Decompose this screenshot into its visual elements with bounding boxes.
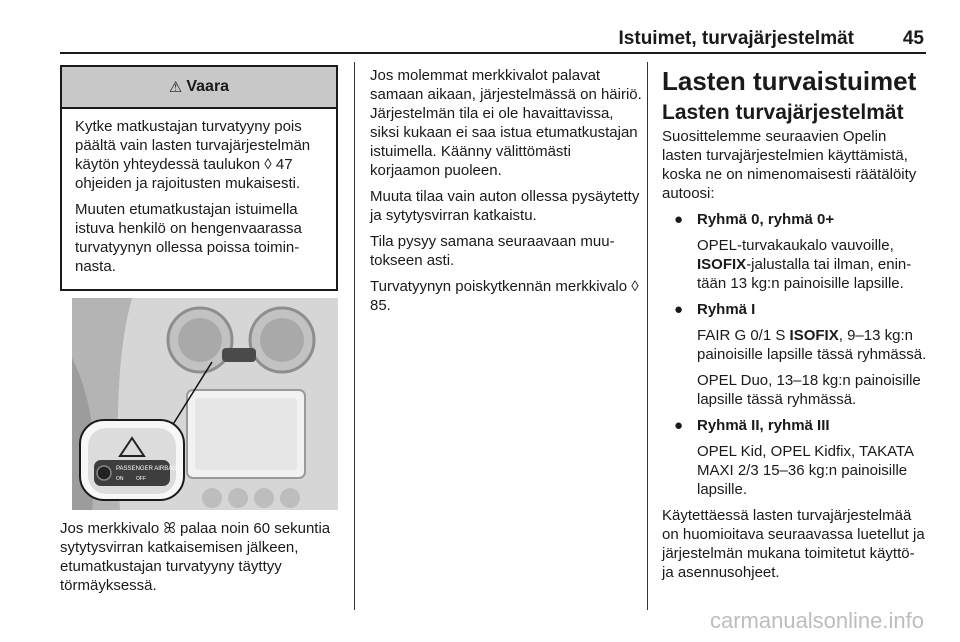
header-rule — [60, 52, 926, 54]
group-name: Ryhmä I — [697, 301, 756, 318]
list-item — [662, 416, 930, 499]
group-text — [662, 326, 930, 364]
warning-icon: ⚠ — [168, 79, 183, 96]
paragraph: Jos molemmat merkkivalot palavat samaan aikaan, järjestelmässä on häiriö. Järjestelmän tila ei ole havaittavissa, siksi kukaan ei saa istua etumatkustajan istuimella. Käänny välittömästi korjaamon puoleen. — [370, 67, 642, 179]
watermark: carmanualsonline.info — [709, 608, 924, 633]
paragraph: Turvatyynyn poiskytkennän merkkivalo ◊ 85. — [370, 278, 639, 314]
dashboard-figure — [72, 298, 338, 510]
warning-paragraph: Muuten etumatkustajan istuimella istuva henkilö on hengenvaarassa turvatyynyn ollessa poissa toiminnasta. — [75, 201, 302, 275]
isofix-term: ISOFIX — [789, 327, 839, 344]
subsection-heading: Lasten turvajärjestelmät — [662, 101, 904, 124]
page-number: 45 — [902, 28, 924, 49]
paragraph: Muuta tilaa vain auton ollessa pysäytetty ja sytytysvirran katkaistu. — [370, 188, 640, 224]
bullet-icon: ● — [674, 417, 684, 434]
intro-paragraph: Suosittelemme seuraavien Opelin lasten turvajärjestelmien käyttämistä, koska ne on nimenomaisesti räätälöity autoosi: — [662, 128, 917, 202]
warning-label: Vaara — [186, 78, 230, 95]
warning-header — [62, 67, 336, 109]
outro-paragraph: Käytettäessä lasten turvajärjestelmää on huomioitava seuraavassa luetellut ja järjestelmän mukana toimitetut käyttö- ja asennusohjeet. — [662, 507, 925, 581]
group-text: OPEL Kid, OPEL Kidfix, TAKATA MAXI 2/3 15–36 kg:n painoisille lapsille. — [697, 443, 914, 498]
panel-on-label: ON — [116, 476, 124, 482]
dashboard-illustration — [72, 298, 338, 510]
warning-paragraph: Kytke matkustajan turvatyyny pois päältä vain lasten turvajärjestelmän käytön yhteydessä taulukon ◊ 47 ohjeiden ja rajoitusten mukaisesti. — [75, 118, 311, 192]
middle-column — [370, 66, 642, 322]
section-heading: Lasten turvaistuimet — [662, 66, 917, 96]
group-list — [662, 210, 930, 499]
bullet-icon: ● — [674, 211, 684, 228]
caption-text: Jos merkkivalo ꕤ palaa noin 60 sekuntia sytytysvirran katkaisemisen jälkeen, etumatkustajan turvatyyny täyttyy törmäyksessä. — [60, 520, 331, 594]
group-name: Ryhmä 0, ryhmä 0+ — [697, 211, 835, 228]
page-header — [60, 28, 924, 48]
panel-off-label: OFF — [136, 476, 146, 482]
text-run: OPEL-turvakaukalo vauvoille, — [697, 237, 894, 254]
group-text: OPEL Duo, 13–18 kg:n painoisille lapsille tässä ryhmässä. — [697, 372, 921, 408]
warning-box — [60, 65, 338, 291]
panel-label: PASSENGER AIRBAG — [116, 466, 177, 472]
text-run: , 9–13 kg:n painoisille lapsille tässä ryhmässä. — [697, 327, 927, 363]
right-column — [662, 66, 930, 589]
text-run: FAIR G 0/1 S — [697, 327, 790, 344]
paragraph: Tila pysyy samana seuraavaan muutokseen asti. — [370, 233, 615, 269]
section-title: Istuimet, turvajärjestelmät — [618, 28, 854, 49]
list-item — [662, 210, 930, 293]
figure-caption — [60, 519, 345, 602]
list-item — [662, 300, 930, 409]
column-divider — [354, 62, 355, 610]
group-text — [662, 236, 930, 293]
isofix-term: ISOFIX — [697, 256, 747, 273]
text-run: -jalustalla tai ilman, enintään 13 kg:n painoisille lapsille. — [697, 256, 912, 292]
column-divider — [647, 62, 648, 610]
bullet-icon: ● — [674, 301, 684, 318]
warning-body — [62, 109, 336, 276]
group-name: Ryhmä II, ryhmä III — [697, 417, 830, 434]
